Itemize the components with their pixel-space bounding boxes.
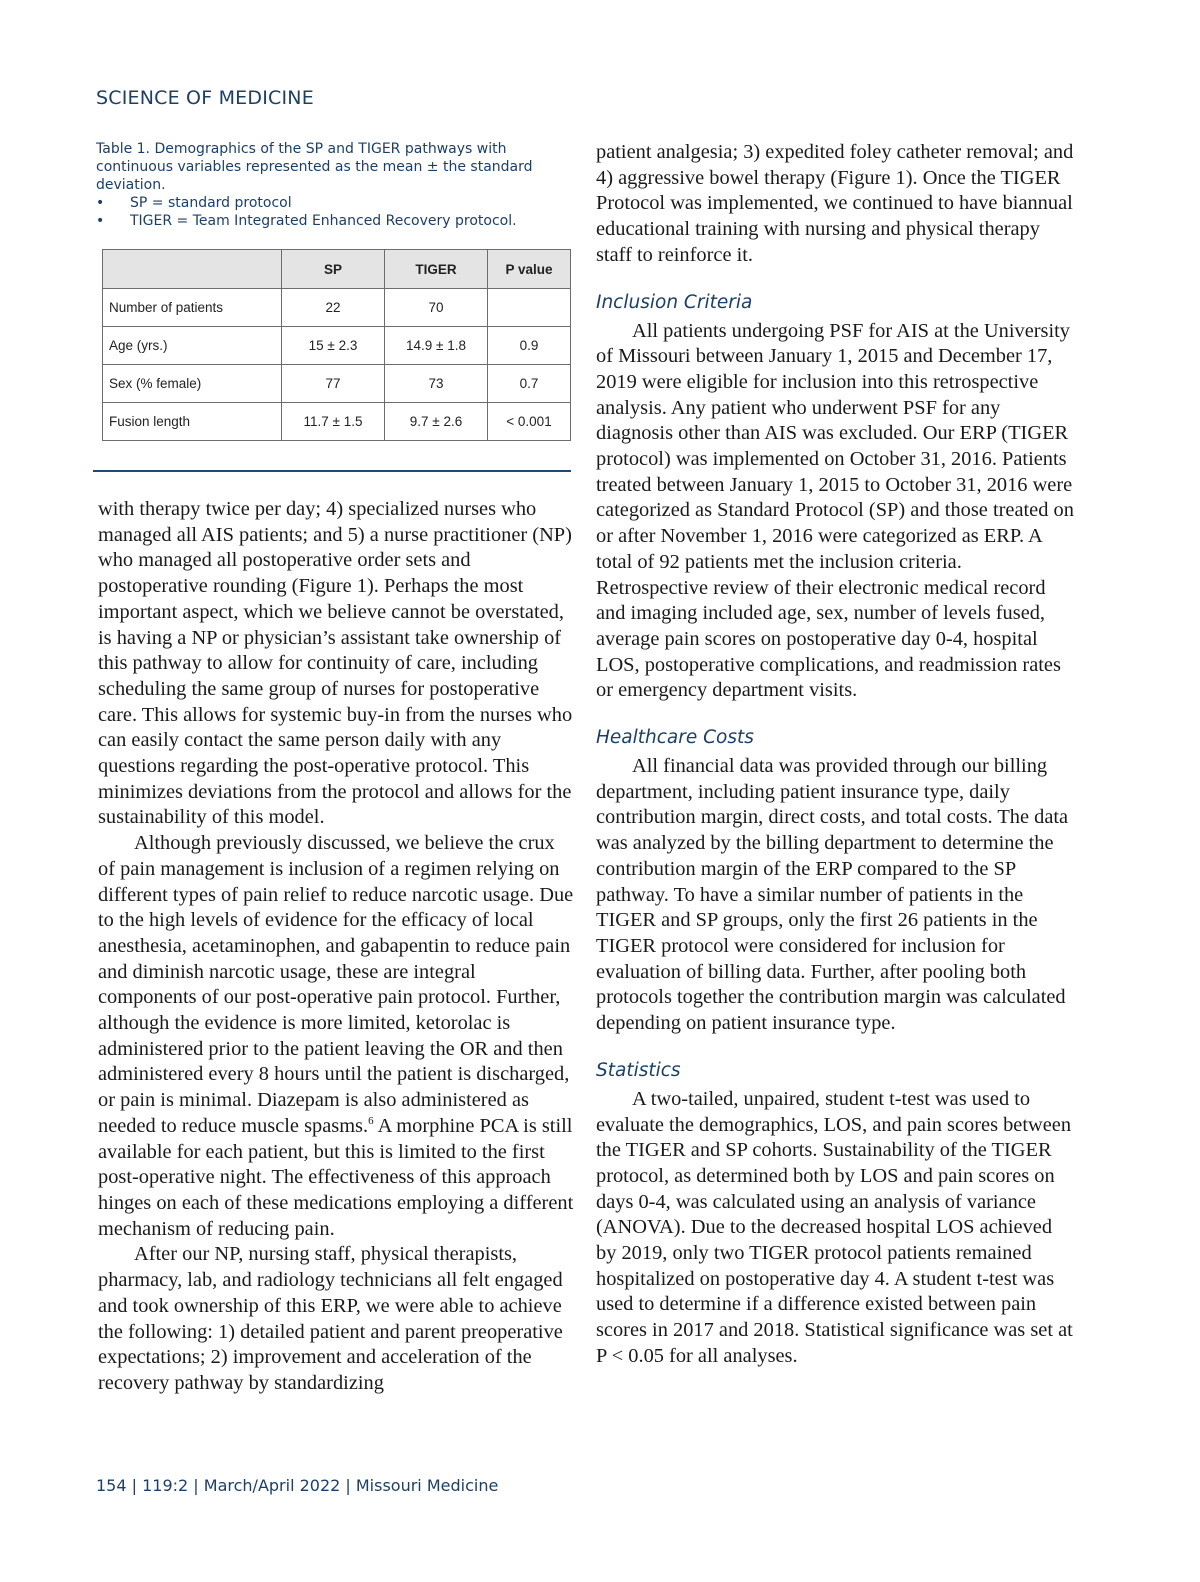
table-header-row [103, 250, 571, 289]
table-cell: 14.9 ± 1.8 [385, 327, 488, 365]
table-header-cell [103, 250, 282, 289]
paragraph [98, 831, 576, 1242]
table-row [103, 365, 571, 403]
paragraph: All patients undergoing PSF for AIS at the University of Missouri between January 1, 2015 and December 17, 2019 were eligible for inclusion into this retrospective analysis. Any patient who underwent PSF for any diagnosis other than AIS was excluded. Our ERP (TIGER protocol) was implemented on October 31, 2016. Patients treated between January 1, 2015 to October 31, 2016 were categorized as Standard Protocol (SP) and those treated on or after November 1, 2016 were categorized as ERP. A total of 92 patients met the inclusion criteria. Retrospective review of their electronic medical record and imaging included age, sex, number of levels fused, average pain scores on postoperative day 0-4, hospital LOS, postoperative complications, and readmission rates or emergency department visits. [596, 319, 1074, 702]
table-cell: 9.7 ± 2.6 [385, 403, 488, 441]
table-header-cell: TIGER [385, 250, 488, 289]
table-caption [96, 140, 546, 230]
table-cell [488, 289, 571, 327]
table-cell: 0.9 [488, 327, 571, 365]
table-row [103, 327, 571, 365]
paragraph: All financial data was provided through our billing department, including patient insurance type, daily contribution margin, direct costs, and total costs. The data was analyzed by the billing department to determine the contribution margin of the ERP compared to the SP pathway. To have a similar number of patients in the TIGER and SP groups, only the first 26 patients in the TIGER protocol were considered for inclusion for evaluation of billing data. Further, after pooling both protocols together the contribution margin was calculated depending on patient insurance type. [596, 755, 1069, 1035]
paragraph: After our NP, nursing staff, physical therapists, pharmacy, lab, and radiology technicians all felt engaged and took ownership of this ERP, we were able to achieve the following: 1) detailed patient and parent preoperative expectations; 2) improvement and acceleration of the recovery pathway by standardizing [98, 1243, 563, 1394]
table-cell: 73 [385, 365, 488, 403]
demographics-table [102, 249, 571, 441]
section-heading: Inclusion Criteria [596, 291, 753, 313]
table-header-cell: P value [488, 250, 571, 289]
table-cell: Sex (% female) [103, 365, 282, 403]
citation-ref: 6 [368, 1115, 374, 1128]
table-cell: 11.7 ± 1.5 [282, 403, 385, 441]
table-block [98, 140, 576, 441]
table-note: • SP = standard protocol [96, 194, 546, 212]
section-label: SCIENCE OF MEDICINE [96, 87, 314, 109]
table-cell: Fusion length [103, 403, 282, 441]
paragraph-text: A morphine PCA is still available for each patient, but this is limited to the first post-operative night. The effectiveness of this approach hinges on each of these medications employing a different mechanism of reducing pain. [98, 1114, 574, 1240]
section-heading: Statistics [596, 1059, 681, 1081]
page-footer: 154 | 119:2 | March/April 2022 | Missouri Medicine [96, 1476, 499, 1495]
table-header-cell: SP [282, 250, 385, 289]
table-cell: 22 [282, 289, 385, 327]
table-cell: Age (yrs.) [103, 327, 282, 365]
table-cell: 15 ± 2.3 [282, 327, 385, 365]
table-caption-text: Table 1. Demographics of the SP and TIGER pathways with continuous variables represented as the mean ± the standard deviation. [96, 141, 533, 193]
table-divider [93, 470, 571, 472]
table-cell: < 0.001 [488, 403, 571, 441]
left-column-text [98, 497, 576, 1397]
paragraph: A two-tailed, unpaired, student t-test was used to evaluate the demographics, LOS, and pain scores between the TIGER and SP cohorts. Sustainability of the TIGER protocol, as determined both by LOS and pain scores on days 0-4, was calculated using an analysis of variance (ANOVA). Due to the decreased hospital LOS achieved by 2019, only two TIGER protocol patients remained hospitalized on postoperative day 4. A student t-test was used to determine if a difference existed between pain scores in 2017 and 2018. Statistical significance was set at P < 0.05 for all analyses. [596, 1087, 1073, 1367]
section-heading: Healthcare Costs [596, 727, 754, 749]
table-row [103, 289, 571, 327]
table-notes [96, 194, 546, 230]
table-row [103, 403, 571, 441]
table-note: • TIGER = Team Integrated Enhanced Recovery protocol. [96, 212, 546, 230]
table-cell: 70 [385, 289, 488, 327]
table-cell: 77 [282, 365, 385, 403]
paragraph: patient analgesia; 3) expedited foley catheter removal; and 4) aggressive bowel therapy (Figure 1). Once the TIGER Protocol was implemented, we continued to have biannual educational training with nursing and physical therapy staff to reinforce it. [596, 141, 1074, 266]
right-column-text [596, 140, 1076, 1370]
paragraph-text: Although previously discussed, we believe the crux of pain management is inclusion of a regimen relying on different types of pain relief to reduce narcotic usage. Due to the high levels of evidence for the efficacy of local anesthesia, acetaminophen, and gabapentin to reduce pain and diminish narcotic usage, these are integral components of our post-operative pain protocol. Further, although the evidence is more limited, ketorolac is administered prior to the patient leaving the OR and then administered every 8 hours until the patient is discharged, or pain is minimal. Diazepam is also administered as needed to reduce muscle spasms. [98, 832, 574, 1137]
paragraph: with therapy twice per day; 4) specialized nurses who managed all AIS patients; and 5) a nurse practitioner (NP) who managed all postoperative order sets and postoperative rounding (Figure 1). Perhaps the most important aspect, which we believe cannot be overstated, is having a NP or physician’s assistant take ownership of this pathway to allow for continuity of care, including scheduling the same group of nurses for postoperative care. This allows for systemic buy-in from the nurses who can easily contact the same person daily with any questions regarding the post-operative protocol. This minimizes deviations from the protocol and allows for the sustainability of this model. [98, 498, 573, 829]
table-cell: 0.7 [488, 365, 571, 403]
table-cell: Number of patients [103, 289, 282, 327]
